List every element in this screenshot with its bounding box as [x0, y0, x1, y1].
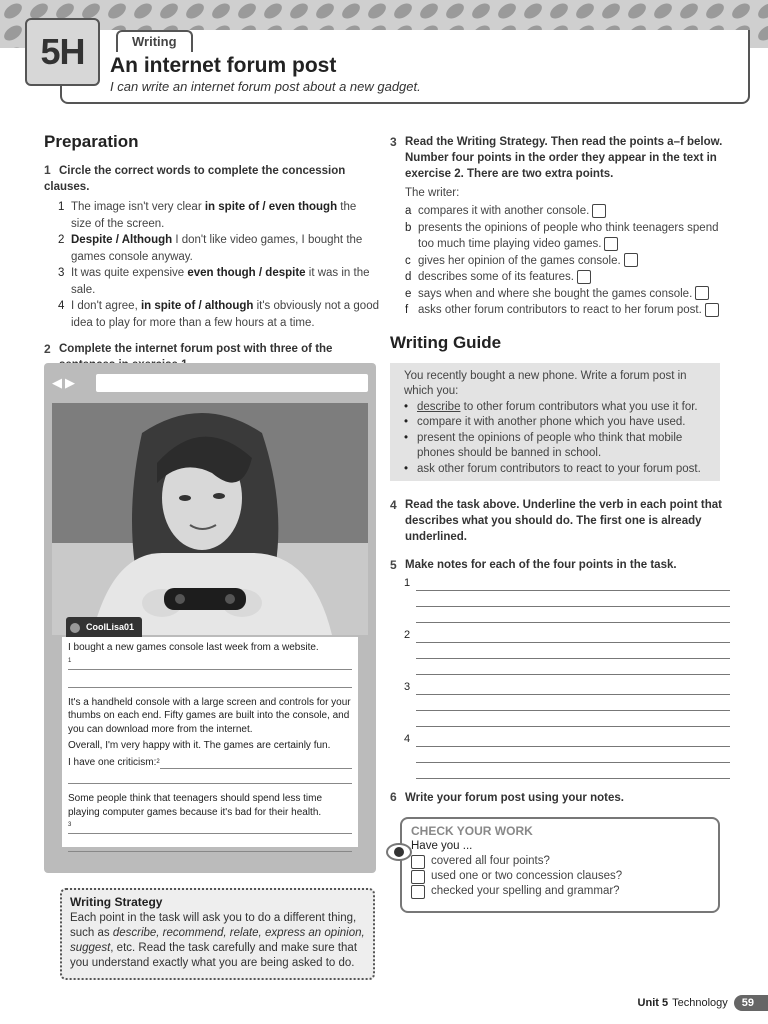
note-block	[390, 575, 730, 623]
exercise-3-points	[405, 203, 730, 319]
guide-point-2: • compare it with another phone which you have used.	[404, 415, 706, 431]
note-line[interactable]	[416, 607, 730, 623]
writing-guide-box	[390, 363, 720, 482]
note-block	[390, 731, 730, 779]
note-line[interactable]	[416, 575, 730, 591]
item-number: 3	[58, 267, 65, 279]
note-number: 3	[404, 681, 411, 693]
point-text: presents the opinions of people who think teenagers spend too much time playing video games.	[418, 221, 719, 250]
note-line[interactable]	[416, 763, 730, 779]
check-item	[411, 854, 709, 869]
gap-line-1b[interactable]	[68, 676, 352, 688]
writer-point	[405, 203, 730, 220]
check-item	[411, 869, 709, 884]
item-number: 2	[58, 234, 65, 246]
exercise-6	[390, 789, 730, 806]
check-checkbox[interactable]	[411, 870, 425, 884]
footer-topic: Technology	[672, 997, 728, 1009]
gap-line-3b[interactable]	[68, 840, 352, 852]
eye-icon	[386, 843, 412, 861]
note-number: 4	[404, 733, 411, 745]
item-text: It was quite expensive even though / despite it was in the sale.	[71, 267, 370, 296]
exercise-number: 3	[390, 135, 397, 149]
check-item-label: checked your spelling and grammar?	[431, 885, 620, 897]
writing-strategy-box	[60, 888, 375, 980]
back-arrow-icon[interactable]: ◀	[52, 375, 62, 390]
post-paragraph-1: I bought a new games console last week from a website.	[68, 642, 319, 653]
point-letter: d	[405, 271, 412, 283]
exercise-instruction: Write your forum post using your notes.	[405, 792, 624, 804]
item-number: 4	[58, 300, 65, 312]
exercise-3	[390, 134, 730, 319]
exercise-number: 6	[390, 790, 397, 804]
exercise-instruction: Circle the correct words to complete the concession clauses.	[44, 165, 346, 193]
guide-point-3: • present the opinions of people who think that mobile phones should be banned in school.	[404, 431, 706, 462]
check-items	[411, 854, 709, 899]
item-text: Despite / Although I don't like video games, I bought the games console anyway.	[71, 234, 363, 263]
answer-checkbox[interactable]	[592, 204, 606, 218]
notes-area	[390, 575, 730, 779]
post-paragraph-5: Some people think that teenagers should spend less time playing computer games because it's bad for their health.	[68, 793, 323, 818]
check-checkbox[interactable]	[411, 855, 425, 869]
choice-words[interactable]: even though / despite	[187, 267, 306, 279]
exercise-1-item	[58, 199, 379, 232]
nav-arrows[interactable]	[52, 375, 75, 391]
exercise-instruction: Read the task above. Underline the verb in each point that describes what you should do. The first one is already underlined.	[405, 499, 722, 543]
check-item-label: used one or two concession clauses?	[431, 870, 623, 882]
point-text: compares it with another console.	[418, 203, 606, 220]
guide-intro: You recently bought a new phone. Write a forum post in which you:	[404, 369, 687, 397]
point-letter: f	[405, 304, 409, 316]
writer-point	[405, 253, 730, 270]
choice-words[interactable]: Despite / Although	[71, 234, 173, 246]
item-text: The image isn't very clear in spite of / even though the size of the screen.	[71, 201, 357, 230]
note-line[interactable]	[416, 679, 730, 695]
exercise-1	[44, 162, 379, 331]
writing-guide-heading: Writing Guide	[390, 332, 502, 352]
writer-lead: The writer:	[405, 187, 460, 199]
exercise-instruction: Make notes for each of the four points in the task.	[405, 559, 677, 571]
note-number: 1	[404, 577, 411, 589]
forum-post	[62, 637, 358, 847]
guide-point-1: • describe to other forum contributors what you use it for.	[404, 400, 706, 416]
check-checkbox[interactable]	[411, 885, 425, 899]
page-title: An internet forum post	[110, 54, 337, 77]
note-line[interactable]	[416, 659, 730, 675]
section-tab: Writing	[116, 30, 193, 52]
answer-checkbox[interactable]	[577, 270, 591, 284]
photo-girl-with-controller	[52, 403, 368, 635]
exercise-1-item	[58, 298, 379, 331]
exercise-1-items	[58, 199, 379, 331]
criticism-line: I have one criticism: 2	[68, 756, 352, 770]
post-paragraph-2: It's a handheld console with a large screen and controls for your thumbs on each end. Fifty games are built into the console, and you can download more from the internet.	[68, 696, 351, 735]
point-text: gives her opinion of the games console.	[418, 253, 638, 270]
left-column	[44, 132, 379, 373]
gap-line-2[interactable]	[160, 759, 352, 769]
writer-point	[405, 269, 730, 286]
note-line[interactable]	[416, 643, 730, 659]
note-line[interactable]	[416, 747, 730, 763]
username: CoolLisa01	[86, 622, 135, 632]
choice-words[interactable]: in spite of / even though	[204, 201, 338, 213]
browser-window	[44, 363, 376, 873]
exercise-instruction: Read the Writing Strategy. Then read the points a–f below. Number four points in the order they appear in the text in exercise 2. There are two extra points.	[405, 136, 723, 180]
gap-line-1[interactable]: 1	[68, 658, 352, 670]
note-block	[390, 627, 730, 675]
exercise-1-item	[58, 232, 379, 265]
right-column	[390, 134, 730, 806]
note-block	[390, 679, 730, 727]
forum-post-area	[52, 622, 368, 873]
point-letter: b	[405, 221, 412, 234]
answer-checkbox[interactable]	[604, 237, 618, 251]
post-paragraph-3: Overall, I'm very happy with it. The games are certainly fun.	[68, 740, 331, 751]
page-footer	[638, 995, 768, 1011]
exercise-1-item	[58, 265, 379, 298]
note-line[interactable]	[416, 731, 730, 747]
unit-badge: 5H	[25, 18, 100, 86]
writer-point	[405, 302, 730, 319]
choice-words[interactable]: in spite of / although	[140, 300, 254, 312]
note-line[interactable]	[416, 711, 730, 727]
check-item	[411, 884, 709, 899]
answer-checkbox[interactable]	[695, 286, 709, 300]
note-number: 2	[404, 629, 411, 641]
point-text: asks other forum contributors to react to her forum post.	[418, 302, 719, 319]
post-paragraph-4: I have one criticism:	[68, 756, 157, 768]
guide-list	[404, 400, 706, 478]
note-line[interactable]	[416, 627, 730, 643]
strategy-title: Writing Strategy	[70, 895, 163, 909]
username-tab	[66, 617, 142, 637]
page-number: 59	[734, 995, 768, 1011]
gap-line-3[interactable]: 3	[68, 822, 352, 834]
forward-arrow-icon[interactable]: ▶	[65, 375, 75, 390]
footer-unit: Unit 5	[637, 997, 669, 1009]
point-letter: c	[405, 254, 411, 267]
preparation-heading: Preparation	[44, 132, 139, 151]
exercise-instruction: Complete the internet forum post with three of the	[59, 343, 333, 355]
exercise-number: 5	[390, 558, 397, 572]
strategy-text: Each point in the task will ask you to do a different thing, such as describe, recommend, relate, express an opinion, suggest, etc. Read the task carefully and make sure that you understand exactly what you are being asked to do.	[70, 912, 365, 969]
note-line[interactable]	[416, 591, 730, 607]
writer-point	[405, 286, 730, 303]
point-letter: a	[405, 205, 412, 217]
exercise-number: 1	[44, 163, 51, 177]
point-letter: e	[405, 287, 412, 300]
exercise-5	[390, 557, 730, 779]
check-title: CHECK YOUR WORK	[411, 824, 533, 838]
note-line[interactable]	[416, 695, 730, 711]
point-text: says when and where she bought the games console.	[418, 286, 709, 303]
guide-point-4: • ask other forum contributors to react to your forum post.	[404, 462, 706, 478]
item-number: 1	[58, 201, 65, 213]
address-bar[interactable]	[96, 374, 368, 392]
writer-point	[405, 220, 730, 253]
item-text: I don't agree, in spite of / although it's obviously not a good idea to play for more than a few hours at a time.	[71, 300, 379, 329]
check-your-work-box	[400, 817, 720, 913]
exercise-number: 4	[390, 498, 397, 512]
exercise-number: 2	[44, 342, 51, 356]
point-text: describes some of its features.	[418, 269, 591, 286]
check-subtitle: Have you ...	[411, 840, 473, 852]
check-item-label: covered all four points?	[431, 855, 550, 867]
page-subtitle: I can write an internet forum post about a new gadget.	[110, 79, 421, 94]
user-icon	[70, 623, 80, 633]
answer-checkbox[interactable]	[705, 303, 719, 317]
exercise-4	[390, 497, 730, 545]
answer-checkbox[interactable]	[624, 253, 638, 267]
gap-line-2b[interactable]	[68, 772, 352, 784]
